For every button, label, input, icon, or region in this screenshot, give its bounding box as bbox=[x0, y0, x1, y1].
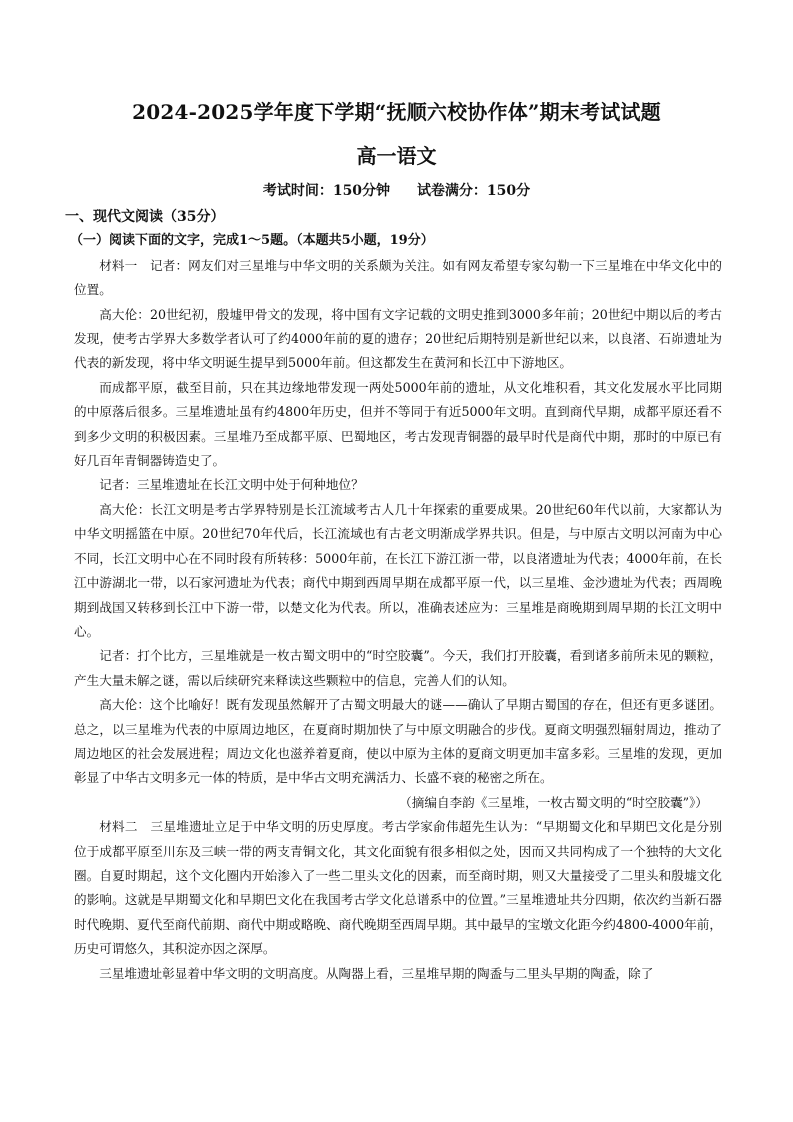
reading-content bbox=[65, 205, 722, 986]
exam-title: 2024-2025学年度下学期“抚顺六校协作体”期末考试试题 bbox=[132, 100, 661, 124]
material1-paragraph: 材料一 记者：网友们对三星堆与中华文明的关系颇为关注。如有网友希望专家勾勒一下三星堆在中华文化中的位置。 bbox=[74, 257, 722, 298]
subject-title: 高一语文 bbox=[356, 144, 437, 168]
material2-paragraph: 三星堆遗址彰显着中华文明的文明高度。从陶器上看，三星堆早期的陶盉与二里头早期的陶盉，除了 bbox=[99, 965, 654, 981]
material1-paragraph: 高大伦：这个比喻好！既有发现虽然解开了古蜀文明最大的谜——确认了早期古蜀国的存在，但还有更多谜团。总之，以三星堆为代表的中原周边地区，在夏商时期加快了与中原文明融合的步伐。夏商文明强烈辐射周边，推动了周边地区的社会发展进程；周边文化也滋养着夏商，使以中原为主体的夏商文明更加丰富多彩。三星堆的发现，更加彰显了中华古文明多元一体的特质，是中华古文明充满活力、长盛不衰的秘密之所在。 bbox=[74, 697, 722, 786]
material2-paragraph: 材料二 三星堆遗址立足于中华文明的历史厚度。考古学家俞伟超先生认为：“早期蜀文化和早期巴文化是分别位于成都平原至川东及三峡一带的两支青铜文化，其文化面貌有很多相似之处，因而又共同构成了一个独特的大文化圈。自夏时期起，这个文化圈内开始渗入了一些二里头文化的因素，而至商时期，则又大量接受了二里头和殷墟文化的影响。这就是早期蜀文化和早期巴文化在我国考古学文化总谱系中的位置。”三星堆遗址共分四期，依次约当新石器时代晚期、夏代至商代前期、商代中期或略晚、商代晚期至西周早期。其中最早的宝墩文化距今约4800-4000年前，历史可谓悠久，其积淀亦因之深厚。 bbox=[74, 819, 722, 957]
part-heading: （一）阅读下面的文字，完成1～5题。（本题共5小题，19分） bbox=[70, 233, 434, 249]
material1-paragraph: 记者：打个比方，三星堆就是一枚古蜀文明中的“时空胶囊”。今天，我们打开胶囊，看到诸多前所未见的颗粒，产生大量未解之谜，需以后续研究来释读这些颗粒中的信息，完善人们的认知。 bbox=[74, 648, 722, 688]
full-score: 试卷满分：150分 bbox=[416, 183, 531, 199]
material1-paragraph: 记者：三星堆遗址在长江文明中处于何种地位？ bbox=[99, 477, 364, 493]
material1-source: （摘编自李韵《三星堆，一枚古蜀文明的“时空胶囊”》） bbox=[399, 794, 708, 810]
exam-info bbox=[0, 180, 793, 202]
exam-time: 考试时间：150分钟 bbox=[262, 183, 391, 199]
material1-paragraph: 高大伦：长江文明是考古学界特别是长江流域考古人几十年探索的重要成果。20世纪60年代以前，大家都认为中华文明摇篮在中原。20世纪70年代后，长江流域也有古老文明渐成学界共识。但是，与中原古文明以河南为中心不同，长江文明中心在不同时段有所转移：5000年前，在长江下游江浙一带，以良渚遗址为代表；4000年前，在长江中游湖北一带，以石家河遗址为代表；商代中期到西周早期在成都平原一代，以三星堆、金沙遗址为代表；西周晚期到战国又转移到长江中下游一带，以楚文化为代表。所以，准确表述应为：三星堆是商晚期到周早期的长江文明中心。 bbox=[74, 501, 722, 639]
section-heading: 一、现代文阅读（35分） bbox=[65, 209, 225, 225]
material1-paragraph: 高大伦：20世纪初，殷墟甲骨文的发现，将中国有文字记载的文明史推到3000多年前；20世纪中期以后的考古发现，使考古学界大多数学者认可了约4000年前的夏的遗存；20世纪后期特别是新世纪以来，以良渚、石峁遗址为代表的新发现，将中华文明诞生提早到5000年前。但这都发生在黄河和长江中下游地区。 bbox=[74, 306, 722, 371]
material1-paragraph: 而成都平原，截至目前，只在其边缘地带发现一两处5000年前的遗址，从文化堆积看，其文化发展水平比同期的中原落后很多。三星堆遗址虽有约4800年历史，但并不等同于有近5000年文明。直到商代早期，成都平原还看不到多少文明的积极因素。三星堆乃至成都平原、巴蜀地区，考古发现青铜器的最早时代是商代中期，那时的中原已有好几百年青铜器铸造史了。 bbox=[74, 379, 722, 469]
